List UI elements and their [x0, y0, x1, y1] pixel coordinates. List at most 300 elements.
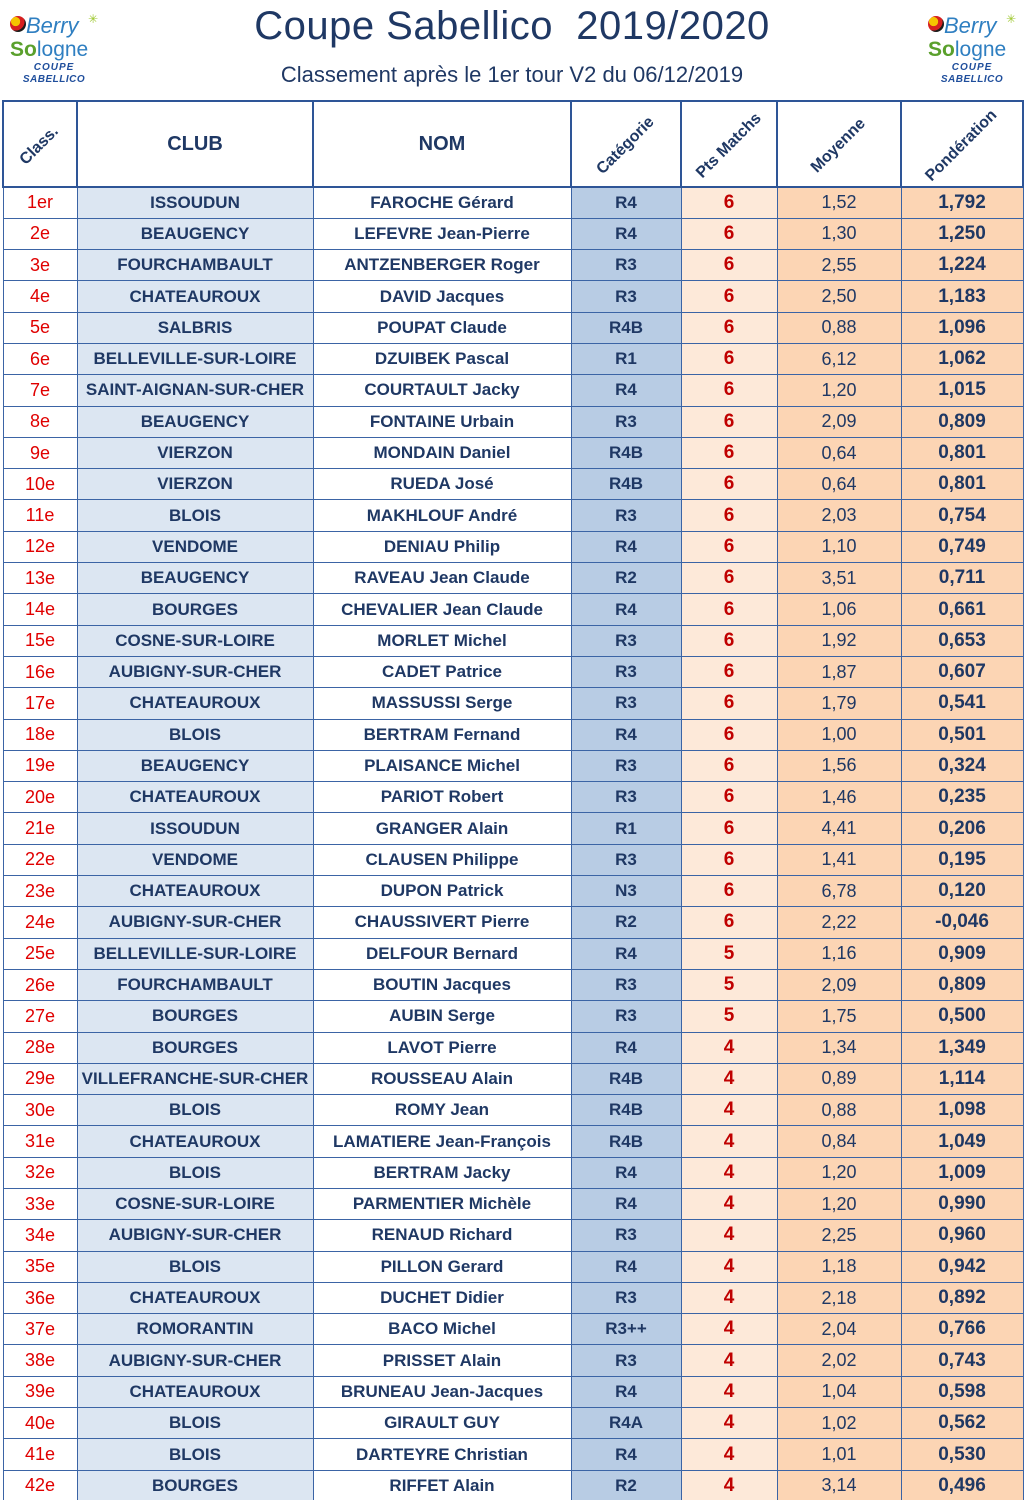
logo-coupe-text: COUPE: [951, 62, 993, 73]
club-cell: SAINT-AIGNAN-SUR-CHER: [77, 375, 313, 406]
table-row: [3, 187, 1023, 218]
weighting-cell: 0,942: [901, 1251, 1023, 1282]
club-cell: AUBIGNY-SUR-CHER: [77, 1220, 313, 1251]
category-cell: R3: [571, 1001, 681, 1032]
column-header-nom: NOM: [313, 101, 571, 187]
rank-cell: 5e: [3, 312, 77, 343]
category-cell: R2: [571, 907, 681, 938]
club-cell: BEAUGENCY: [77, 563, 313, 594]
rank-cell: 40e: [3, 1408, 77, 1439]
points-cell: 4: [681, 1345, 777, 1376]
rank-cell: 21e: [3, 813, 77, 844]
category-cell: R4B: [571, 469, 681, 500]
club-cell: BEAUGENCY: [77, 218, 313, 249]
name-cell: BERTRAM Fernand: [313, 719, 571, 750]
logo-sabellico-text: SABELLICO: [22, 74, 86, 85]
table-row: [3, 625, 1023, 656]
name-cell: RUEDA José: [313, 469, 571, 500]
name-cell: BOUTIN Jacques: [313, 969, 571, 1000]
table-row: [3, 563, 1023, 594]
table-row: [3, 406, 1023, 437]
table-row: [3, 969, 1023, 1000]
category-cell: R3: [571, 500, 681, 531]
club-cell: CHATEAUROUX: [77, 1376, 313, 1407]
average-cell: 0,64: [777, 437, 901, 468]
points-cell: 4: [681, 1095, 777, 1126]
rank-cell: 4e: [3, 281, 77, 312]
weighting-cell: 1,183: [901, 281, 1023, 312]
category-cell: R3: [571, 625, 681, 656]
club-cell: BOURGES: [77, 1032, 313, 1063]
points-cell: 4: [681, 1439, 777, 1470]
rank-cell: 3e: [3, 250, 77, 281]
average-cell: 4,41: [777, 813, 901, 844]
weighting-cell: 0,766: [901, 1314, 1023, 1345]
rank-cell: 9e: [3, 437, 77, 468]
rank-cell: 35e: [3, 1251, 77, 1282]
category-cell: R2: [571, 1470, 681, 1500]
weighting-cell: 0,496: [901, 1470, 1023, 1500]
points-cell: 5: [681, 938, 777, 969]
rank-cell: 20e: [3, 782, 77, 813]
average-cell: 1,10: [777, 531, 901, 562]
average-cell: 1,00: [777, 719, 901, 750]
category-cell: R2: [571, 563, 681, 594]
name-cell: DAVID Jacques: [313, 281, 571, 312]
points-cell: 6: [681, 782, 777, 813]
category-cell: R3: [571, 969, 681, 1000]
category-cell: R3: [571, 844, 681, 875]
weighting-cell: 0,541: [901, 688, 1023, 719]
rank-cell: 24e: [3, 907, 77, 938]
average-cell: 0,88: [777, 1095, 901, 1126]
rank-cell: 26e: [3, 969, 77, 1000]
average-cell: 1,06: [777, 594, 901, 625]
name-cell: LEFEVRE Jean-Pierre: [313, 218, 571, 249]
club-cell: AUBIGNY-SUR-CHER: [77, 907, 313, 938]
club-cell: BEAUGENCY: [77, 406, 313, 437]
club-cell: CHATEAUROUX: [77, 281, 313, 312]
petanque-ball-icon: [928, 16, 944, 32]
category-cell: R4B: [571, 312, 681, 343]
average-cell: 2,22: [777, 907, 901, 938]
rank-cell: 7e: [3, 375, 77, 406]
table-row: [3, 594, 1023, 625]
club-cell: VENDOME: [77, 531, 313, 562]
weighting-cell: 1,792: [901, 187, 1023, 218]
category-cell: R3: [571, 406, 681, 437]
table-row: [3, 281, 1023, 312]
average-cell: 1,75: [777, 1001, 901, 1032]
club-cell: AUBIGNY-SUR-CHER: [77, 656, 313, 687]
table-row: [3, 1157, 1023, 1188]
category-cell: R4: [571, 1189, 681, 1220]
rank-cell: 33e: [3, 1189, 77, 1220]
points-cell: 4: [681, 1282, 777, 1313]
table-row: [3, 1314, 1023, 1345]
club-cell: BEAUGENCY: [77, 750, 313, 781]
average-cell: 2,04: [777, 1314, 901, 1345]
average-cell: 1,20: [777, 375, 901, 406]
name-cell: CLAUSEN Philippe: [313, 844, 571, 875]
rank-cell: 25e: [3, 938, 77, 969]
name-cell: LAMATIERE Jean-François: [313, 1126, 571, 1157]
points-cell: 4: [681, 1157, 777, 1188]
club-cell: VIERZON: [77, 469, 313, 500]
category-cell: R3: [571, 250, 681, 281]
weighting-cell: 0,892: [901, 1282, 1023, 1313]
average-cell: 2,18: [777, 1282, 901, 1313]
weighting-cell: 0,501: [901, 719, 1023, 750]
weighting-cell: 0,324: [901, 750, 1023, 781]
average-cell: 2,09: [777, 969, 901, 1000]
average-cell: 1,92: [777, 625, 901, 656]
weighting-cell: 0,120: [901, 876, 1023, 907]
name-cell: FAROCHE Gérard: [313, 187, 571, 218]
table-row: [3, 1251, 1023, 1282]
rank-cell: 17e: [3, 688, 77, 719]
weighting-cell: 1,250: [901, 218, 1023, 249]
average-cell: 1,34: [777, 1032, 901, 1063]
points-cell: 6: [681, 437, 777, 468]
name-cell: DUCHET Didier: [313, 1282, 571, 1313]
table-row: [3, 531, 1023, 562]
points-cell: 6: [681, 250, 777, 281]
name-cell: DENIAU Philip: [313, 531, 571, 562]
column-header-categorie: Catégorie: [571, 101, 681, 187]
club-cell: BELLEVILLE-SUR-LOIRE: [77, 343, 313, 374]
category-cell: R3: [571, 1282, 681, 1313]
weighting-cell: 1,349: [901, 1032, 1023, 1063]
club-cell: VENDOME: [77, 844, 313, 875]
weighting-cell: 0,598: [901, 1376, 1023, 1407]
club-cell: FOURCHAMBAULT: [77, 250, 313, 281]
table-row: [3, 500, 1023, 531]
points-cell: 6: [681, 813, 777, 844]
weighting-cell: 0,754: [901, 500, 1023, 531]
category-cell: R4B: [571, 1095, 681, 1126]
table-row: [3, 938, 1023, 969]
weighting-cell: 0,801: [901, 469, 1023, 500]
column-header-ponderation: Pondération: [901, 101, 1023, 187]
average-cell: 2,02: [777, 1345, 901, 1376]
points-cell: 4: [681, 1126, 777, 1157]
average-cell: 1,20: [777, 1157, 901, 1188]
weighting-cell: 0,809: [901, 969, 1023, 1000]
page-subtitle: Classement après le 1er tour V2 du 06/12/2019: [280, 62, 744, 87]
rank-cell: 14e: [3, 594, 77, 625]
club-cell: CHATEAUROUX: [77, 688, 313, 719]
category-cell: R4B: [571, 1126, 681, 1157]
weighting-cell: 1,114: [901, 1063, 1023, 1094]
name-cell: BERTRAM Jacky: [313, 1157, 571, 1188]
category-cell: R4: [571, 1439, 681, 1470]
points-cell: 6: [681, 594, 777, 625]
points-cell: 4: [681, 1314, 777, 1345]
rank-cell: 6e: [3, 343, 77, 374]
weighting-cell: 0,607: [901, 656, 1023, 687]
name-cell: PLAISANCE Michel: [313, 750, 571, 781]
star-icon: ✳: [88, 12, 99, 26]
weighting-cell: 0,743: [901, 1345, 1023, 1376]
category-cell: R3: [571, 688, 681, 719]
table-row: [3, 1220, 1023, 1251]
name-cell: GRANGER Alain: [313, 813, 571, 844]
club-cell: BLOIS: [77, 1408, 313, 1439]
average-cell: 1,46: [777, 782, 901, 813]
category-cell: R4: [571, 1157, 681, 1188]
table-row: [3, 656, 1023, 687]
club-cell: BOURGES: [77, 1001, 313, 1032]
name-cell: FONTAINE Urbain: [313, 406, 571, 437]
weighting-cell: 0,530: [901, 1439, 1023, 1470]
name-cell: CHAUSSIVERT Pierre: [313, 907, 571, 938]
weighting-cell: 1,009: [901, 1157, 1023, 1188]
club-cell: BOURGES: [77, 594, 313, 625]
category-cell: R3++: [571, 1314, 681, 1345]
table-header-row: [3, 101, 1023, 187]
table-row: [3, 1376, 1023, 1407]
table-row: [3, 1189, 1023, 1220]
rank-cell: 16e: [3, 656, 77, 687]
weighting-cell: 0,809: [901, 406, 1023, 437]
weighting-cell: 0,801: [901, 437, 1023, 468]
points-cell: 6: [681, 500, 777, 531]
weighting-cell: 0,749: [901, 531, 1023, 562]
rank-cell: 31e: [3, 1126, 77, 1157]
berry-sologne-logo: [922, 6, 1022, 88]
average-cell: 0,88: [777, 312, 901, 343]
club-cell: BLOIS: [77, 1095, 313, 1126]
table-row: [3, 1095, 1023, 1126]
name-cell: LAVOT Pierre: [313, 1032, 571, 1063]
average-cell: 2,03: [777, 500, 901, 531]
rank-cell: 22e: [3, 844, 77, 875]
name-cell: ANTZENBERGER Roger: [313, 250, 571, 281]
rank-cell: 38e: [3, 1345, 77, 1376]
average-cell: 1,02: [777, 1408, 901, 1439]
rank-cell: 41e: [3, 1439, 77, 1470]
category-cell: R4: [571, 218, 681, 249]
weighting-cell: 0,562: [901, 1408, 1023, 1439]
category-cell: R4: [571, 719, 681, 750]
average-cell: 1,52: [777, 187, 901, 218]
points-cell: 4: [681, 1408, 777, 1439]
points-cell: 6: [681, 750, 777, 781]
points-cell: 4: [681, 1032, 777, 1063]
points-cell: 5: [681, 1001, 777, 1032]
rank-cell: 37e: [3, 1314, 77, 1345]
rank-cell: 39e: [3, 1376, 77, 1407]
club-cell: ISSOUDUN: [77, 187, 313, 218]
average-cell: 1,18: [777, 1251, 901, 1282]
rank-cell: 28e: [3, 1032, 77, 1063]
logo-sabellico-text: SABELLICO: [940, 74, 1004, 85]
average-cell: 0,84: [777, 1126, 901, 1157]
rank-cell: 1er: [3, 187, 77, 218]
ranking-table: [2, 100, 1024, 1500]
points-cell: 5: [681, 969, 777, 1000]
club-cell: COSNE-SUR-LOIRE: [77, 1189, 313, 1220]
weighting-cell: 1,015: [901, 375, 1023, 406]
weighting-cell: 0,235: [901, 782, 1023, 813]
name-cell: MASSUSSI Serge: [313, 688, 571, 719]
table-row: [3, 844, 1023, 875]
table-row: [3, 688, 1023, 719]
table-row: [3, 437, 1023, 468]
rank-cell: 13e: [3, 563, 77, 594]
points-cell: 4: [681, 1376, 777, 1407]
ranking-table-container: [0, 100, 1024, 1500]
table-row: [3, 719, 1023, 750]
weighting-cell: 0,206: [901, 813, 1023, 844]
table-row: [3, 250, 1023, 281]
category-cell: R3: [571, 656, 681, 687]
rank-cell: 10e: [3, 469, 77, 500]
column-header-moyenne: Moyenne: [777, 101, 901, 187]
table-row: [3, 782, 1023, 813]
weighting-cell: 0,661: [901, 594, 1023, 625]
weighting-cell: 1,098: [901, 1095, 1023, 1126]
points-cell: 6: [681, 844, 777, 875]
table-row: [3, 218, 1023, 249]
points-cell: 4: [681, 1063, 777, 1094]
name-cell: BRUNEAU Jean-Jacques: [313, 1376, 571, 1407]
category-cell: R4: [571, 1251, 681, 1282]
logo-berry-text: Berry: [26, 13, 79, 38]
club-cell: ISSOUDUN: [77, 813, 313, 844]
average-cell: 6,78: [777, 876, 901, 907]
club-cell: CHATEAUROUX: [77, 1126, 313, 1157]
average-cell: 0,64: [777, 469, 901, 500]
club-cell: FOURCHAMBAULT: [77, 969, 313, 1000]
category-cell: R3: [571, 1345, 681, 1376]
points-cell: 6: [681, 187, 777, 218]
category-cell: R4: [571, 938, 681, 969]
rank-cell: 30e: [3, 1095, 77, 1126]
club-cell: BLOIS: [77, 500, 313, 531]
table-body: [3, 187, 1023, 1500]
rank-cell: 32e: [3, 1157, 77, 1188]
average-cell: 1,20: [777, 1189, 901, 1220]
table-row: [3, 750, 1023, 781]
average-cell: 2,25: [777, 1220, 901, 1251]
average-cell: 2,55: [777, 250, 901, 281]
table-row: [3, 1032, 1023, 1063]
name-cell: MONDAIN Daniel: [313, 437, 571, 468]
weighting-cell: 0,909: [901, 938, 1023, 969]
points-cell: 6: [681, 656, 777, 687]
club-cell: BLOIS: [77, 1251, 313, 1282]
weighting-cell: 1,096: [901, 312, 1023, 343]
weighting-cell: 0,653: [901, 625, 1023, 656]
column-header-rank: Class.: [3, 101, 77, 187]
page-header: [0, 0, 1024, 100]
page-title: Coupe Sabellico 2019/2020: [254, 4, 770, 48]
category-cell: R3: [571, 1220, 681, 1251]
points-cell: 4: [681, 1220, 777, 1251]
club-cell: COSNE-SUR-LOIRE: [77, 625, 313, 656]
rank-cell: 34e: [3, 1220, 77, 1251]
category-cell: R3: [571, 281, 681, 312]
name-cell: PARMENTIER Michèle: [313, 1189, 571, 1220]
category-cell: R3: [571, 750, 681, 781]
name-cell: MORLET Michel: [313, 625, 571, 656]
average-cell: 1,79: [777, 688, 901, 719]
rank-cell: 11e: [3, 500, 77, 531]
logo-coupe-text: COUPE: [33, 62, 75, 73]
category-cell: R4: [571, 375, 681, 406]
club-cell: CHATEAUROUX: [77, 782, 313, 813]
average-cell: 1,30: [777, 218, 901, 249]
table-row: [3, 813, 1023, 844]
table-row: [3, 1282, 1023, 1313]
average-cell: 6,12: [777, 343, 901, 374]
club-cell: AUBIGNY-SUR-CHER: [77, 1345, 313, 1376]
category-cell: R4B: [571, 1063, 681, 1094]
club-cell: SALBRIS: [77, 312, 313, 343]
table-row: [3, 469, 1023, 500]
table-row: [3, 876, 1023, 907]
points-cell: 6: [681, 343, 777, 374]
category-cell: R3: [571, 782, 681, 813]
points-cell: 6: [681, 312, 777, 343]
name-cell: PILLON Gerard: [313, 1251, 571, 1282]
rank-cell: 29e: [3, 1063, 77, 1094]
weighting-cell: 0,500: [901, 1001, 1023, 1032]
name-cell: COURTAULT Jacky: [313, 375, 571, 406]
points-cell: 4: [681, 1470, 777, 1500]
rank-cell: 19e: [3, 750, 77, 781]
average-cell: 1,01: [777, 1439, 901, 1470]
rank-cell: 15e: [3, 625, 77, 656]
table-row: [3, 1063, 1023, 1094]
name-cell: ROMY Jean: [313, 1095, 571, 1126]
name-cell: RENAUD Richard: [313, 1220, 571, 1251]
club-cell: CHATEAUROUX: [77, 1282, 313, 1313]
table-row: [3, 1408, 1023, 1439]
rank-cell: 12e: [3, 531, 77, 562]
rank-cell: 27e: [3, 1001, 77, 1032]
name-cell: BACO Michel: [313, 1314, 571, 1345]
table-row: [3, 1345, 1023, 1376]
name-cell: MAKHLOUF André: [313, 500, 571, 531]
points-cell: 6: [681, 907, 777, 938]
average-cell: 1,41: [777, 844, 901, 875]
name-cell: ROUSSEAU Alain: [313, 1063, 571, 1094]
club-cell: BLOIS: [77, 1157, 313, 1188]
table-row: [3, 1439, 1023, 1470]
star-icon: ✳: [1006, 12, 1017, 26]
average-cell: 0,89: [777, 1063, 901, 1094]
category-cell: R1: [571, 813, 681, 844]
name-cell: PRISSET Alain: [313, 1345, 571, 1376]
weighting-cell: 0,711: [901, 563, 1023, 594]
name-cell: DARTEYRE Christian: [313, 1439, 571, 1470]
rank-cell: 8e: [3, 406, 77, 437]
weighting-cell: 0,990: [901, 1189, 1023, 1220]
name-cell: RIFFET Alain: [313, 1470, 571, 1500]
average-cell: 1,87: [777, 656, 901, 687]
category-cell: R4B: [571, 437, 681, 468]
name-cell: DUPON Patrick: [313, 876, 571, 907]
table-row: [3, 1470, 1023, 1500]
name-cell: DELFOUR Bernard: [313, 938, 571, 969]
name-cell: PARIOT Robert: [313, 782, 571, 813]
name-cell: GIRAULT GUY: [313, 1408, 571, 1439]
category-cell: R4: [571, 187, 681, 218]
average-cell: 2,50: [777, 281, 901, 312]
